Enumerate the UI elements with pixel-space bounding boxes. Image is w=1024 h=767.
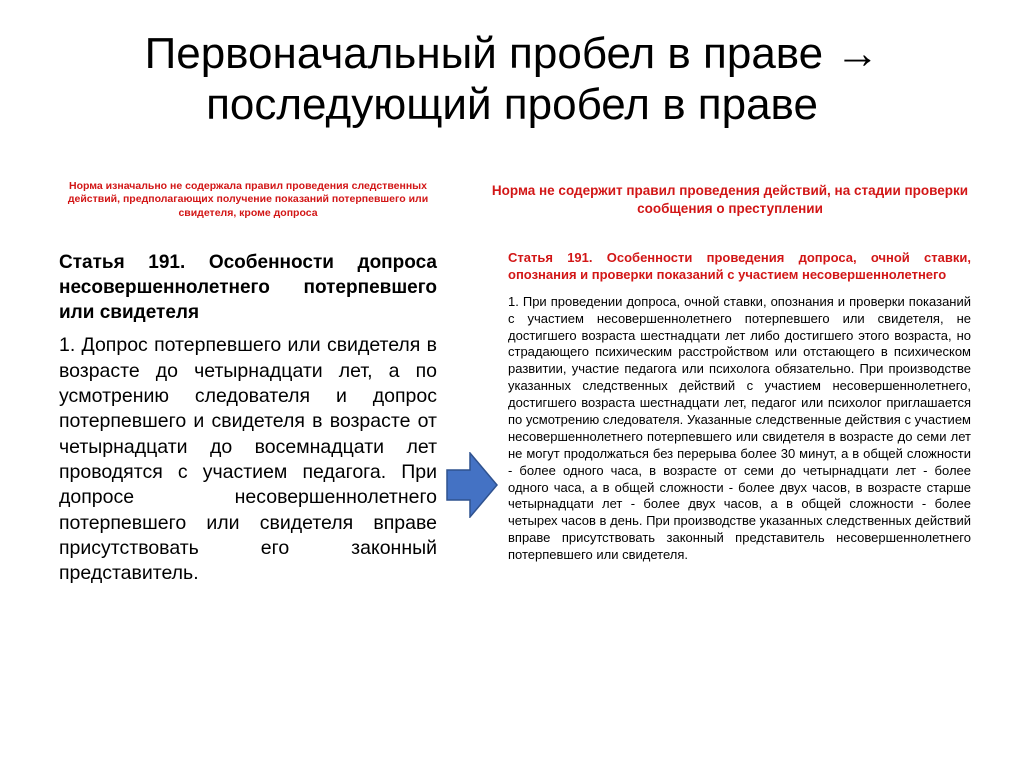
left-article-text: 1. Допрос потерпевшего или свидетеля в возрасте до четырнадцати лет, а по усмотрению следователя и допрос потерпевшего и свидетеля в возрасте от четырнадцати до восемнадцати лет проводятся с участием педагога. При допросе несовершеннолетнего потерпевшего или свидетеля вправе присутствовать его законный представитель. <box>59 334 437 585</box>
right-article-heading: Статья 191. Особенности проведения допроса, очной ставки, опознания и проверки показаний с участием несовершеннолетнего <box>508 250 971 282</box>
right-article-text: 1. При проведении допроса, очной ставки, опознания и проверки показаний с участием несовершеннолетнего потерпевшего или свидетеля, не достигшего возраста шестнадцати лет либо достигшего этого возраста, но страдающего психическим расстройством или отстающего в психическом развитии, участие педагога или психолога обязательно. При производстве указанных следственных действий с участием несовершеннолетнего, достигшего возраста шестнадцати лет, педагог или психолог приглашается по усмотрению следователя. Указанные следственные действия с участием несовершеннолетнего потерпевшего или свидетеля в возрасте до семи лет не могут продолжаться без перерыва более 30 минут, а в общей сложности - более одного часа, в возрасте от семи до четырнадцати лет - более одного часа, а в общей сложности - более двух часов, в возрасте старше четырнадцати лет - более двух часов, а в общей сложности - более четырех часов в день. При производстве указанных следственных действий вправе присутствовать законный представитель несовершеннолетнего потерпевшего или свидетеля. <box>508 293 971 563</box>
right-column <box>508 250 971 564</box>
right-arrow-icon <box>446 452 498 518</box>
slide-title: Первоначальный пробел в праве → последующий пробел в праве <box>144 29 880 130</box>
right-subheader: Норма не содержит правил проведения действий, на стадии проверки сообщения о преступлении <box>491 183 969 216</box>
left-subheader: Норма изначально не содержала правил проведения следственных действий, предполагающих получение показаний потерпевшего или свидетеля, кроме допроса <box>67 180 429 219</box>
left-article-heading: Статья 191. Особенности допроса несовершеннолетнего потерпевшего или свидетеля <box>59 252 437 324</box>
left-column <box>59 250 437 587</box>
